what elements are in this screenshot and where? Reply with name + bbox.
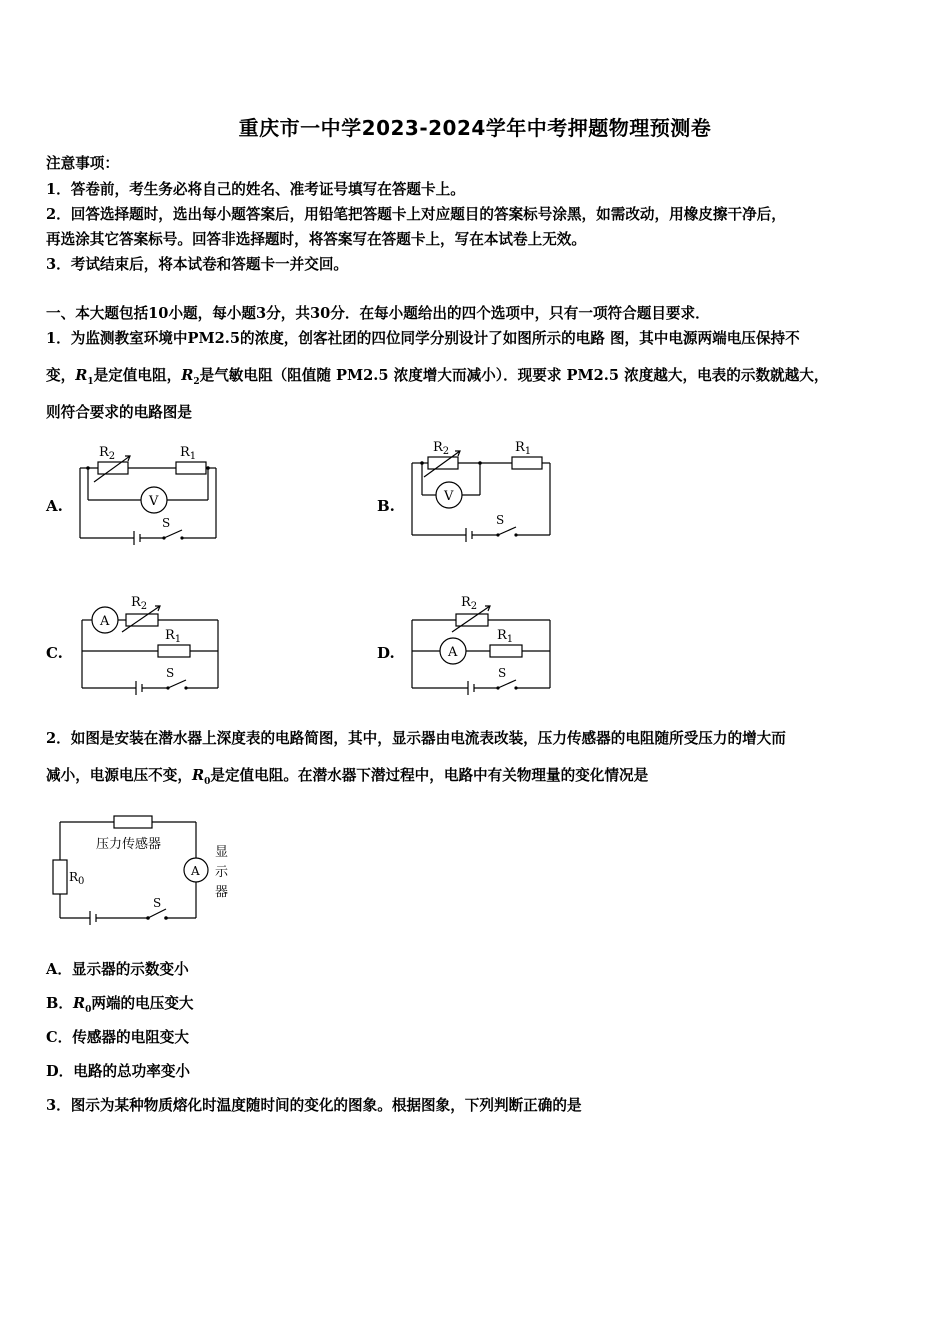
q3-text-line1: 3．图示为某种物质熔化时温度随时间的变化的图象。根据图象，下列判断正确的是 (46, 1097, 582, 1114)
q2-text-line2: 减小，电源电压不变，$R_0$是定值电阻。在潜水器下潜过程中，电路中有关物理量的变化情况是 (46, 767, 649, 787)
q2-text-line1: 2．如图是安装在潜水器上深度表的电路简图，其中，显示器由电流表改装，压力传感器的电阻随所受压力的增大而 (46, 730, 786, 747)
switch-label: S (153, 896, 162, 910)
depth-gauge-circuit (42, 808, 242, 930)
display-label-3: 器 (215, 885, 229, 900)
option-b-label: B. (377, 497, 395, 515)
q2-option-d: D．电路的总功率变小 (46, 1063, 191, 1080)
voltmeter-label: V (149, 494, 159, 509)
notice-item: 1．答卷前，考生务必将自己的姓名、准考证号填写在答题卡上。 (46, 181, 465, 198)
ammeter-label: A (448, 645, 458, 660)
r0-label: $R_0$ (69, 870, 85, 887)
label-r1: $R_1$ (165, 628, 182, 645)
q1-text-line3: 则符合要求的电路图是 (46, 404, 192, 421)
sensor-label: 压力传感器 (96, 837, 162, 852)
section-heading: 一、本大题包括10小题，每小题3分，共30分．在每小题给出的四个选项中，只有一项符合题目要求． (46, 305, 710, 322)
notice-item: 3．考试结束后，将本试卷和答题卡一并交回。 (46, 256, 349, 273)
notice-item: 2．回答选择题时，选出每小题答案后，用铅笔把答题卡上对应题目的答案标号涂黑，如需改动，用橡皮擦干净后， (46, 206, 786, 223)
label-r1: $R_1$ (180, 445, 197, 462)
circuit-diagram-d (404, 590, 564, 702)
ammeter-label: A (100, 614, 110, 629)
label-r1: $R_1$ (497, 628, 514, 645)
label-r2: $R_2$ (461, 595, 478, 612)
q2-option-c: C．传感器的电阻变大 (46, 1029, 189, 1046)
circuit-diagram-a (70, 438, 230, 550)
label-r2: $R_2$ (131, 595, 148, 612)
voltmeter-label: V (444, 489, 454, 504)
circuit-diagram-c (74, 590, 234, 702)
label-r1: $R_1$ (515, 440, 532, 457)
label-r2: $R_2$ (433, 440, 450, 457)
notice-item: 再选涂其它答案标号。回答非选择题时，将答案写在答题卡上，写在本试卷上无效。 (46, 231, 586, 248)
page-title: 重庆市一中学2023-2024学年中考押题物理预测卷 (238, 116, 712, 140)
option-d-label: D. (377, 644, 395, 662)
q2-option-b: B．$R_0$两端的电压变大 (46, 995, 194, 1015)
switch-label: S (166, 666, 175, 680)
circuit-diagram-b (402, 433, 562, 551)
option-a-label: A. (46, 497, 63, 515)
display-label-1: 显 (215, 845, 229, 860)
q2-option-a: A．显示器的示数变小 (46, 961, 189, 978)
display-label-2: 示 (215, 865, 229, 880)
switch-label: S (498, 666, 507, 680)
q1-text-line2: 变，$R_1$是定值电阻，$R_2$是气敏电阻（阻值随 PM2.5 浓度增大而减小）．现要求 PM2.5 浓度越大，电表的示数就越大， (46, 367, 829, 387)
option-c-label: C. (46, 644, 63, 662)
switch-label: S (162, 516, 171, 530)
ammeter-label: A (191, 864, 200, 878)
switch-label: S (496, 513, 505, 527)
label-r2: $R_2$ (99, 445, 116, 462)
q1-text-line1: 1．为监测教室环境中PM2.5的浓度，创客社团的四位同学分别设计了如图所示的电路 图，其中电源两端电压保持不 (46, 330, 800, 347)
notice-heading: 注意事项： (46, 155, 119, 172)
